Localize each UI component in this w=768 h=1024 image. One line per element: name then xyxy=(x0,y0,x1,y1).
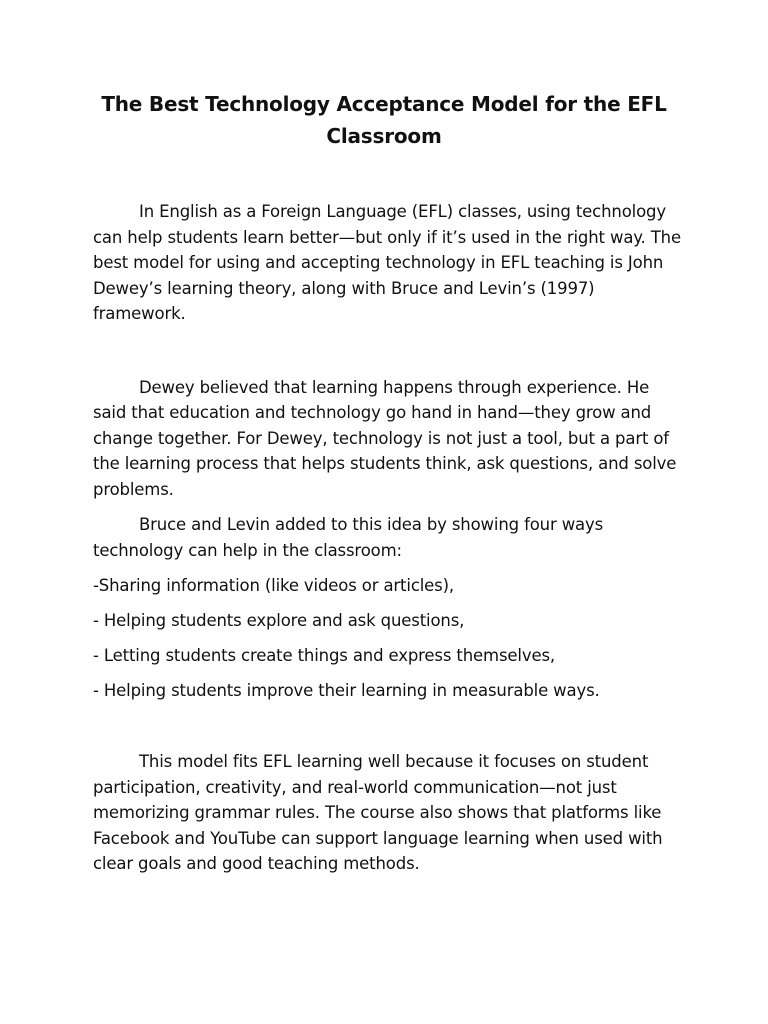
document-title: The Best Technology Acceptance Model for the EFL Classroom xyxy=(101,92,667,148)
list-item: -Sharing information (like videos or articles), xyxy=(93,576,455,595)
paragraph-spacer xyxy=(93,713,683,749)
paragraph-intro: In English as a Foreign Language (EFL) classes, using technology can help students learn better—but only if it’s used in the right way. The best model for using and accepting technology in EFL teaching is John Dewey’s learning theory, along with Bruce and Levin’s (1997) framework. xyxy=(93,202,681,323)
paragraph-spacer xyxy=(93,337,683,375)
document-body xyxy=(93,199,683,887)
paragraph-bruce-levin: Bruce and Levin added to this idea by showing four ways technology can help in the classroom: xyxy=(93,515,604,560)
ways-list xyxy=(93,573,683,704)
list-item: - Letting students create things and express themselves, xyxy=(93,646,556,665)
list-item: - Helping students explore and ask questions, xyxy=(93,611,465,630)
paragraph-conclusion: This model fits EFL learning well because it focuses on student participation, creativity, and real-world communication—not just memorizing grammar rules. The course also shows that platforms like Facebook and YouTube can support language learning when used with clear goals and good teaching methods. xyxy=(93,752,663,873)
list-item: - Helping students improve their learning in measurable ways. xyxy=(93,681,600,700)
paragraph-dewey: Dewey believed that learning happens through experience. He said that education and technology go hand in hand—they grow and change together. For Dewey, technology is not just a tool, but a part of the learning process that helps students think, ask questions, and solve problems. xyxy=(93,377,677,499)
